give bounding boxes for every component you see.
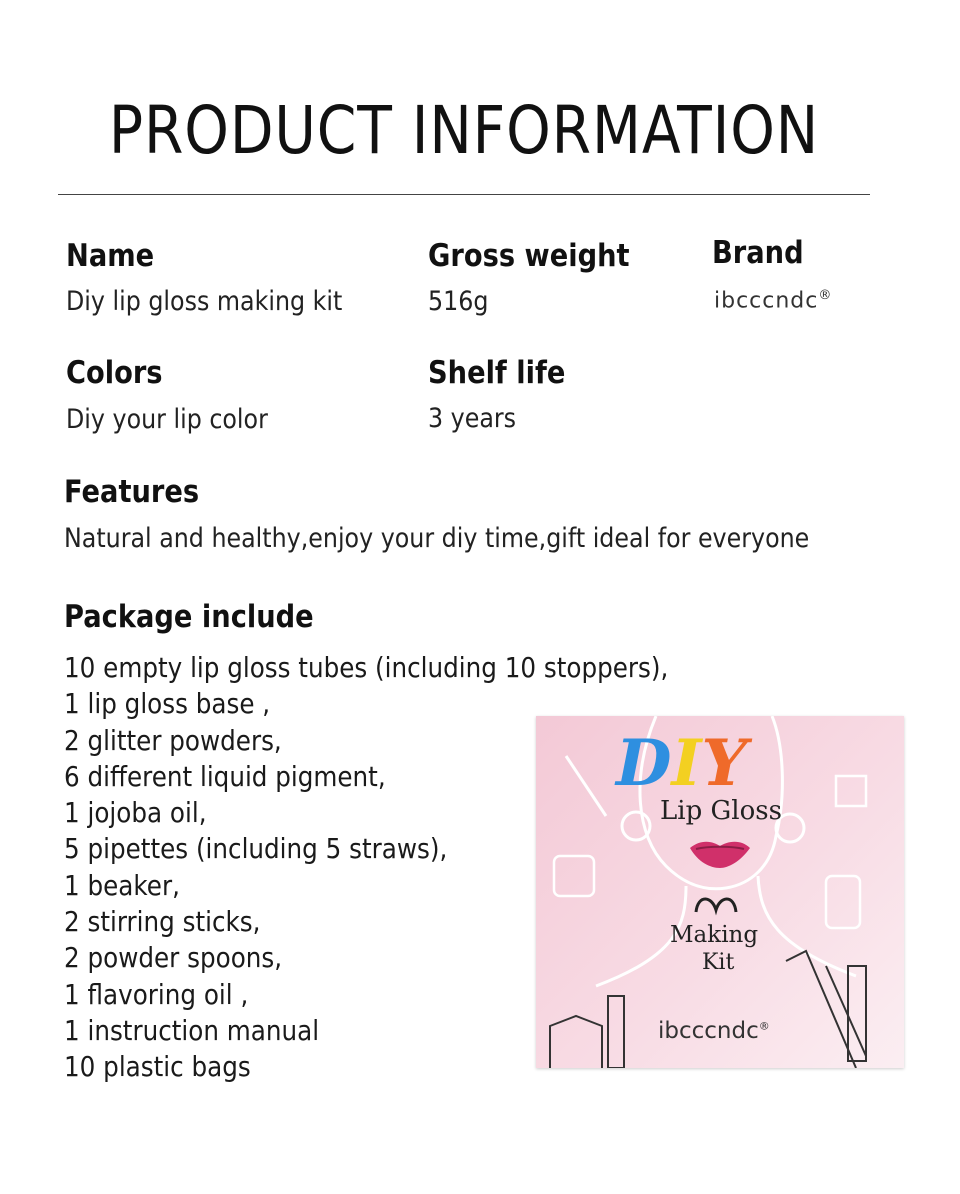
tube-shape-far-right bbox=[848, 966, 866, 1061]
list-item: 1 jojoba oil, bbox=[64, 796, 207, 830]
list-item: 10 plastic bags bbox=[64, 1050, 251, 1084]
box-kit-text: Kit bbox=[702, 950, 735, 975]
name-label: Name bbox=[66, 238, 155, 274]
box-logo-mark bbox=[696, 899, 736, 912]
diy-letter-y: Y bbox=[701, 726, 748, 801]
list-item: 2 stirring sticks, bbox=[64, 905, 261, 939]
lipgloss-tube-right bbox=[786, 951, 866, 1068]
brand-registered-mark: ® bbox=[818, 288, 833, 303]
lips-shape bbox=[690, 842, 750, 868]
list-item: 1 lip gloss base , bbox=[64, 687, 271, 721]
earring-left bbox=[622, 812, 650, 840]
list-item: 1 flavoring oil , bbox=[64, 977, 249, 1011]
list-item: 10 empty lip gloss tubes (including 10 stoppers), bbox=[64, 651, 669, 684]
lipgloss-tube-left bbox=[550, 1016, 602, 1068]
box-brand-name: ibcccndc bbox=[658, 1018, 759, 1044]
compact-shape bbox=[554, 856, 594, 896]
colors-label: Colors bbox=[66, 355, 163, 391]
list-item: 1 instruction manual bbox=[64, 1013, 320, 1047]
title-divider bbox=[58, 194, 870, 195]
list-item: 2 glitter powders, bbox=[64, 723, 282, 757]
gross-weight-label: Gross weight bbox=[428, 238, 630, 274]
brush-shape bbox=[566, 756, 606, 816]
brand-logo-text: ibcccndc bbox=[714, 288, 819, 314]
brand-logo bbox=[714, 288, 832, 313]
box-brand-registered-mark: ® bbox=[758, 1019, 770, 1033]
bottle-shape bbox=[826, 876, 860, 928]
colors-value: Diy your lip color bbox=[66, 404, 268, 435]
box-diy-text bbox=[616, 726, 747, 801]
name-value: Diy lip gloss making kit bbox=[66, 286, 343, 317]
list-item: 5 pipettes (including 5 straws), bbox=[64, 832, 448, 866]
jar-shape bbox=[836, 776, 866, 806]
gross-weight-value: 516g bbox=[428, 286, 489, 317]
page-title: PRODUCT INFORMATION bbox=[108, 92, 820, 169]
features-label: Features bbox=[64, 474, 200, 510]
features-value: Natural and healthy,enjoy your diy time,gift ideal for everyone bbox=[64, 523, 810, 554]
pipette-shape bbox=[608, 996, 624, 1068]
box-lip-gloss-text: Lip Gloss bbox=[660, 796, 782, 826]
diy-letter-d: D bbox=[616, 726, 672, 801]
box-making-text: Making bbox=[670, 922, 759, 948]
box-brand-text bbox=[658, 1018, 770, 1044]
diy-letter-i: I bbox=[671, 726, 702, 801]
package-label: Package include bbox=[64, 599, 314, 635]
shelf-life-value: 3 years bbox=[428, 403, 517, 434]
list-item: 1 beaker, bbox=[64, 868, 180, 902]
brand-label: Brand bbox=[712, 235, 804, 271]
list-item: 6 different liquid pigment, bbox=[64, 759, 386, 793]
product-box-image bbox=[536, 716, 904, 1068]
list-item: 2 powder spoons, bbox=[64, 941, 283, 975]
shelf-life-label: Shelf life bbox=[428, 355, 566, 391]
